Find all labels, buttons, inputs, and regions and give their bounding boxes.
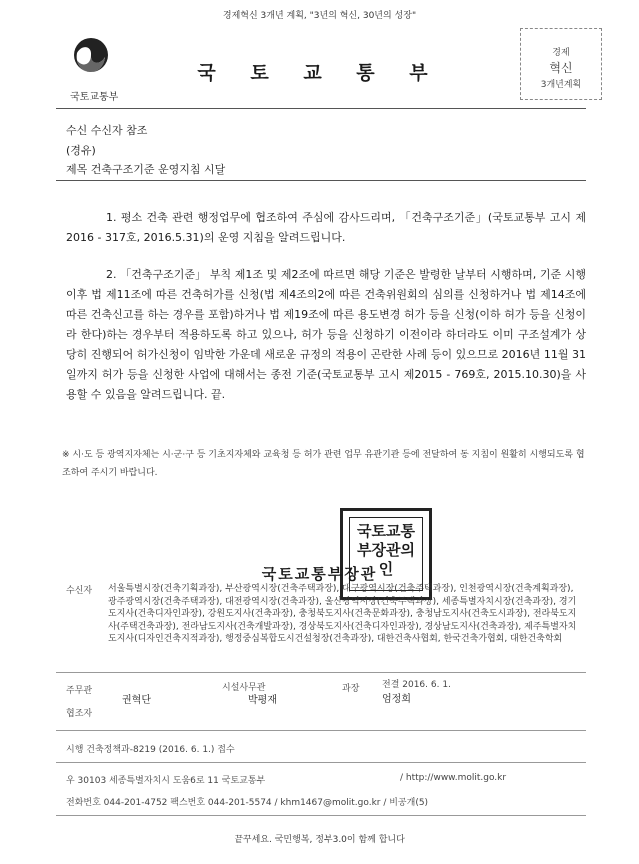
drafter-label: 주무관 [66,686,93,696]
recipients-list: 서울특별시장(건축기획과장), 부산광역시장(건축주택과장), 대구광역시장(건축주택과장), 인천광역시장(건축계획과장), 광주광역시장(건축주택과장), 대전광역시장(건축과장), 울산광역시장(건축주택과장), 세종특별자치시장(건축과장), 경기도지사(건축디자인과장), 강원도지사(건축과장), 충청북도지사(건축문화과장), 충청남도지사(건축도시과장), 전라북도지사(주택건축과장), 전라남도지사(건축개발과장), 경상북도지사(건축디자인과장), 경상남도지사(건축과장), 제주특별자치도지사(디자인건축지적과장), 행정중심복합도시건설청장(건축과장), 대한건축사협회, 한국건축가협회, 대한건축학회 [108,584,577,645]
ministry-title: 국 토 교 통 부 [197,62,442,84]
reviewer-name: 박평재 [248,695,277,706]
sender-name: 국토교통부장관 [261,565,378,583]
footer-slogan: 끝꾸세요. 국민행복, 정부3.0이 함께 합니다 [234,835,405,845]
subject-divider [56,180,586,181]
reviewer-label: 시설사무관 [222,683,266,693]
drafter-name: 권혁단 [122,695,151,706]
address-divider [56,762,586,763]
phone-line: 전화번호 044-201-4752 팩스번호 044-201-5574 / khm1467@molit.go.kr / 비공개(5) [66,798,429,808]
final-approver-name: 엄정희 [382,694,411,705]
org-name-small: 국토교통부 [70,92,119,103]
badge-line-3: 3개년계획 [540,80,582,90]
badge-line-1: 경제 [552,48,570,58]
recipient-line: 수신 수신자 참조 [66,124,148,137]
approval-divider [56,672,586,673]
subject-line: 제목 건축구조기준 운영지침 시달 [66,163,226,176]
address-line: 우 30103 세종특별자치시 도움6로 11 국토교통부 [66,776,266,786]
slogan-text: 경제혁신 3개년 계획, "3년의 혁신, 30년의 성장" [222,11,417,21]
note-text: ※ 시·도 등 광역지자체는 시·군·구 등 기초지자체와 교육청 등 허가 관련 업무 유관기관 등에 전달하여 동 지침이 원활히 시행되도록 협조하여 주시기 바랍니다. [62,450,585,478]
cooperator-label: 협조자 [66,709,93,719]
economic-innovation-badge [520,28,602,100]
final-approval-label: 전결 2016. 6. 1. [382,680,451,690]
seal-line-1: 국토교통 [357,522,415,540]
badge-line-2: 혁신 [549,61,573,75]
enforce-divider [56,730,586,731]
footer-divider [56,815,586,816]
seal-line-2: 부장관의 [357,541,415,559]
seal-line-3: 인 [378,560,394,578]
enforcement-line: 시행 건축정책과-8219 (2016. 6. 1.) 접수 [66,745,235,755]
recipients-label: 수신자 [66,586,93,596]
paragraph-2: 2. 「건축구조기준」 부칙 제1조 및 제2조에 따르면 해당 기준은 발령한 날부터 시행하며, 기준 시행 이후 법 제11조에 따른 건축허가를 신청(법 제4조의2에 따른 건축위원회의 심의를 신청하거나 법 제14조에 따른 건축신고를 하는 경우를 포함)하거나 법 제19조에 따른 용도변경 허가 등을 신청(이하 허가 등을 신청이라 한다)하는 경우부터 적용하도록 하고 있으나, 허가 등을 신청하기 이전이라 하더라도 이미 구조설계가 상당히 진행되어 허가신청이 임박한 가운데 새로운 규정의 적용이 곤란한 사례 등이 있으므로 2016년 11월 31일까지 허가 등을 신청한 사업에 대해서는 종전 기준(국토교통부 고시 제2015 - 769호, 2015.10.30)을 사용할 수 있음을 알려드립니다. 끝. [66,268,586,401]
section-label: 과장 [342,684,360,694]
paragraph-1: 1. 평소 건축 관련 행정업무에 협조하여 주심에 감사드리며, 「건축구조기준」(국토교통부 고시 제2016 - 317호, 2016.5.31)의 운영 지침을 알려드립니다. [66,211,586,244]
via-line: (경유) [66,144,96,157]
header-divider [56,108,586,109]
homepage-link[interactable]: / http://www.molit.go.kr [400,773,507,783]
